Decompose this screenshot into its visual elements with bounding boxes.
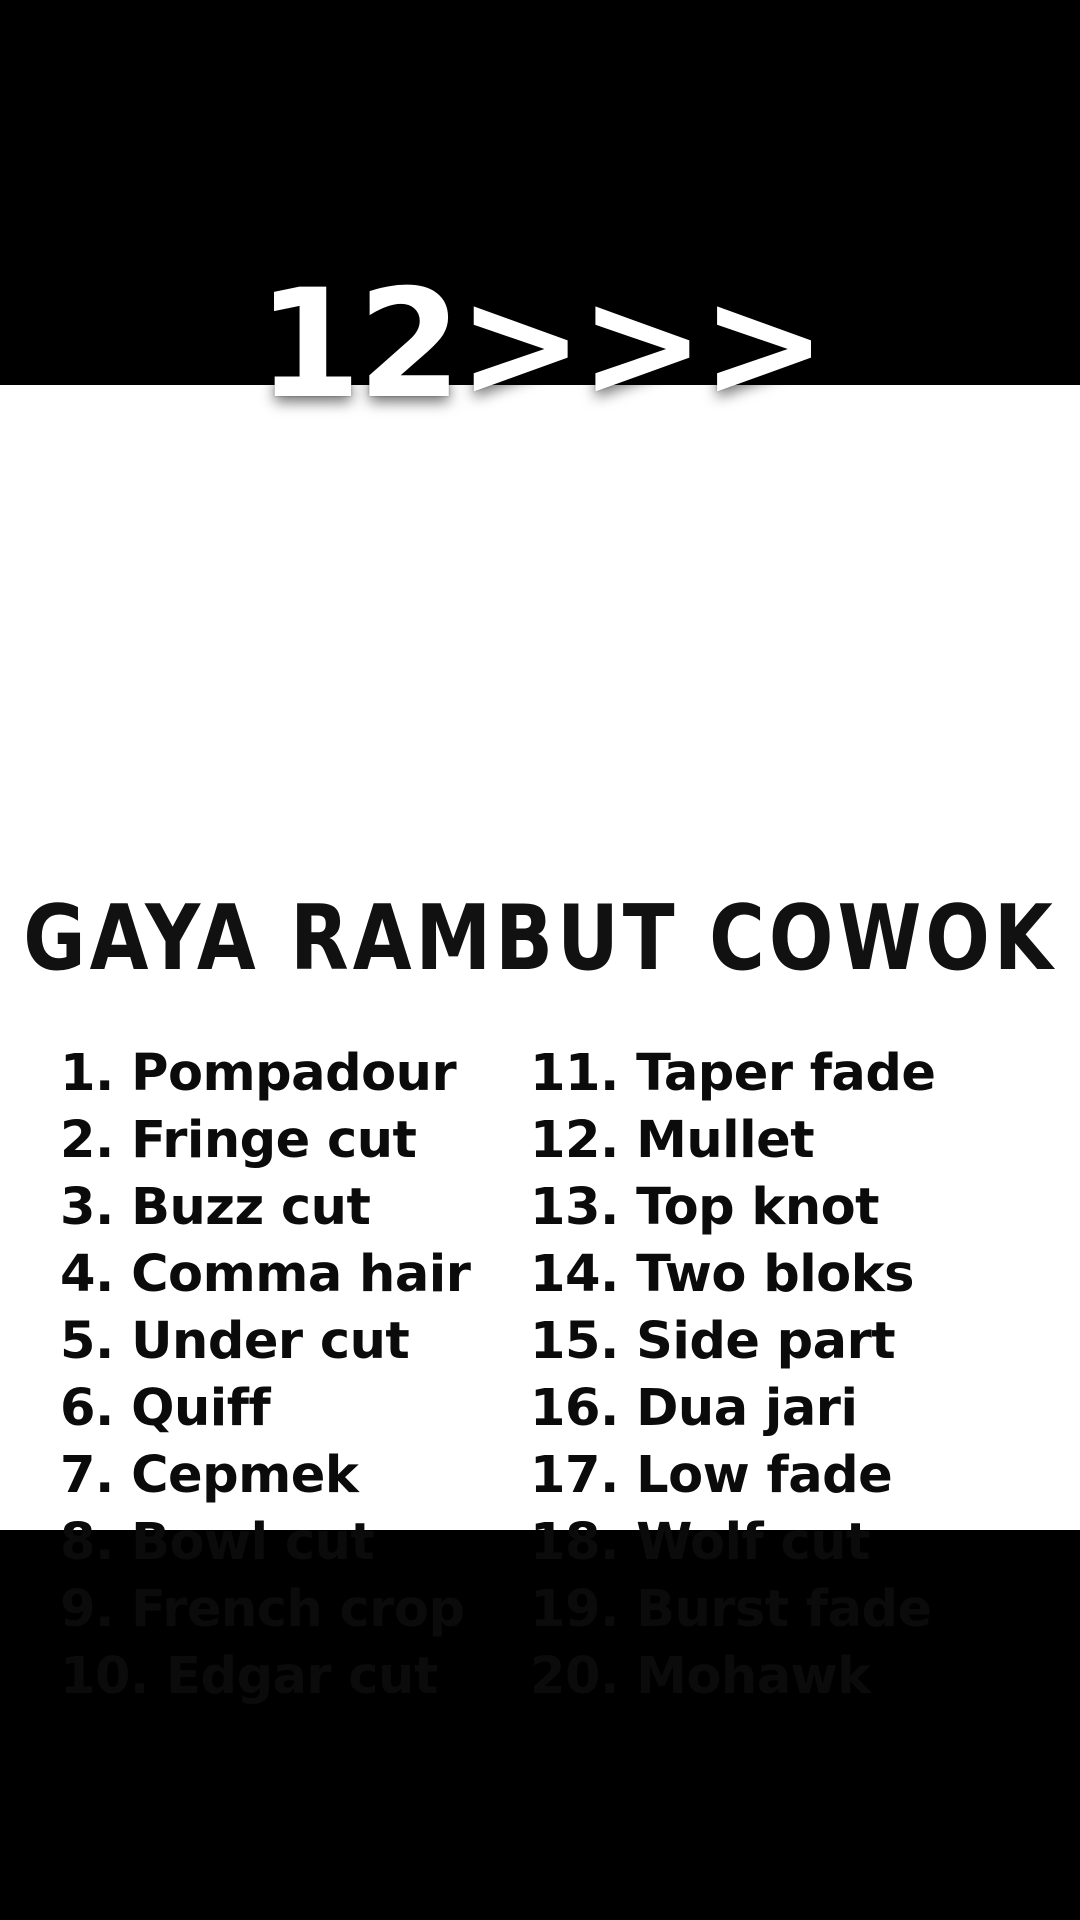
- list-item: 15. Side part: [530, 1312, 896, 1371]
- list-column-right: [530, 1040, 970, 1710]
- list-item: 3. Buzz cut: [60, 1178, 371, 1237]
- list-item: 4. Comma hair: [60, 1245, 471, 1304]
- page-title: GAYA RAMBUT COWOK: [23, 885, 1057, 991]
- content-card: [0, 385, 1080, 1706]
- list-item: 6. Quiff: [60, 1379, 271, 1438]
- list-item: 20. Mohawk: [530, 1647, 871, 1706]
- list-item: 18. Wolf cut: [530, 1513, 870, 1572]
- list-item: 13. Top knot: [530, 1178, 880, 1237]
- list-column-left: [60, 1040, 500, 1710]
- list-item: 2. Fringe cut: [60, 1111, 417, 1170]
- list-item: 5. Under cut: [60, 1312, 410, 1371]
- overlay-badge-text: 12>>>: [257, 258, 823, 432]
- list-item: 12. Mullet: [530, 1111, 815, 1170]
- list-item: 1. Pompadour: [60, 1044, 457, 1103]
- list-item: 11. Taper fade: [530, 1044, 936, 1103]
- list-item: 14. Two bloks: [530, 1245, 914, 1304]
- list-item: 17. Low fade: [530, 1446, 893, 1505]
- list-item: 8. Bowl cut: [60, 1513, 375, 1572]
- list-item: 10. Edgar cut: [60, 1647, 438, 1706]
- list-item: 9. French crop: [60, 1580, 465, 1639]
- hairstyle-list: [60, 1040, 1020, 1710]
- list-item: 19. Burst fade: [530, 1580, 932, 1639]
- list-item: 7. Cepmek: [60, 1446, 359, 1505]
- list-item: 16. Dua jari: [530, 1379, 858, 1438]
